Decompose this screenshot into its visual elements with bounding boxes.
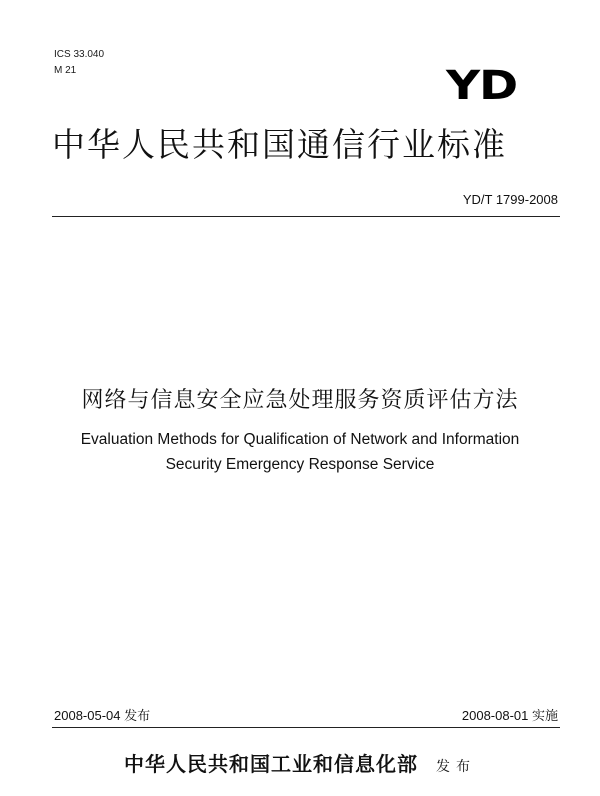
standard-number: YD/T 1799-2008 (462, 192, 558, 207)
footer-divider (52, 727, 560, 728)
document-title-english-line1: Evaluation Methods for Qualification of Network and Information (80, 431, 520, 448)
ics-code: ICS 33.040 (54, 49, 105, 60)
document-title-english-line2: Security Emergency Response Service (165, 456, 435, 473)
implementation-date: 2008-08-01 实施 (461, 708, 558, 723)
issue-date: 2008-05-04 发布 (54, 708, 151, 723)
publisher-verb: 发布 (436, 759, 476, 775)
document-title-chinese: 网络与信息安全应急处理服务资质评估方法 (81, 388, 519, 413)
ccs-code: M 21 (54, 65, 77, 76)
standard-organization-title: 中华人民共和国通信行业标准 (52, 125, 507, 164)
header-divider (52, 216, 560, 217)
yd-logo: YD (446, 63, 518, 109)
publisher-line (0, 751, 600, 780)
publisher-name: 中华人民共和国工业和信息化部 (124, 752, 418, 776)
